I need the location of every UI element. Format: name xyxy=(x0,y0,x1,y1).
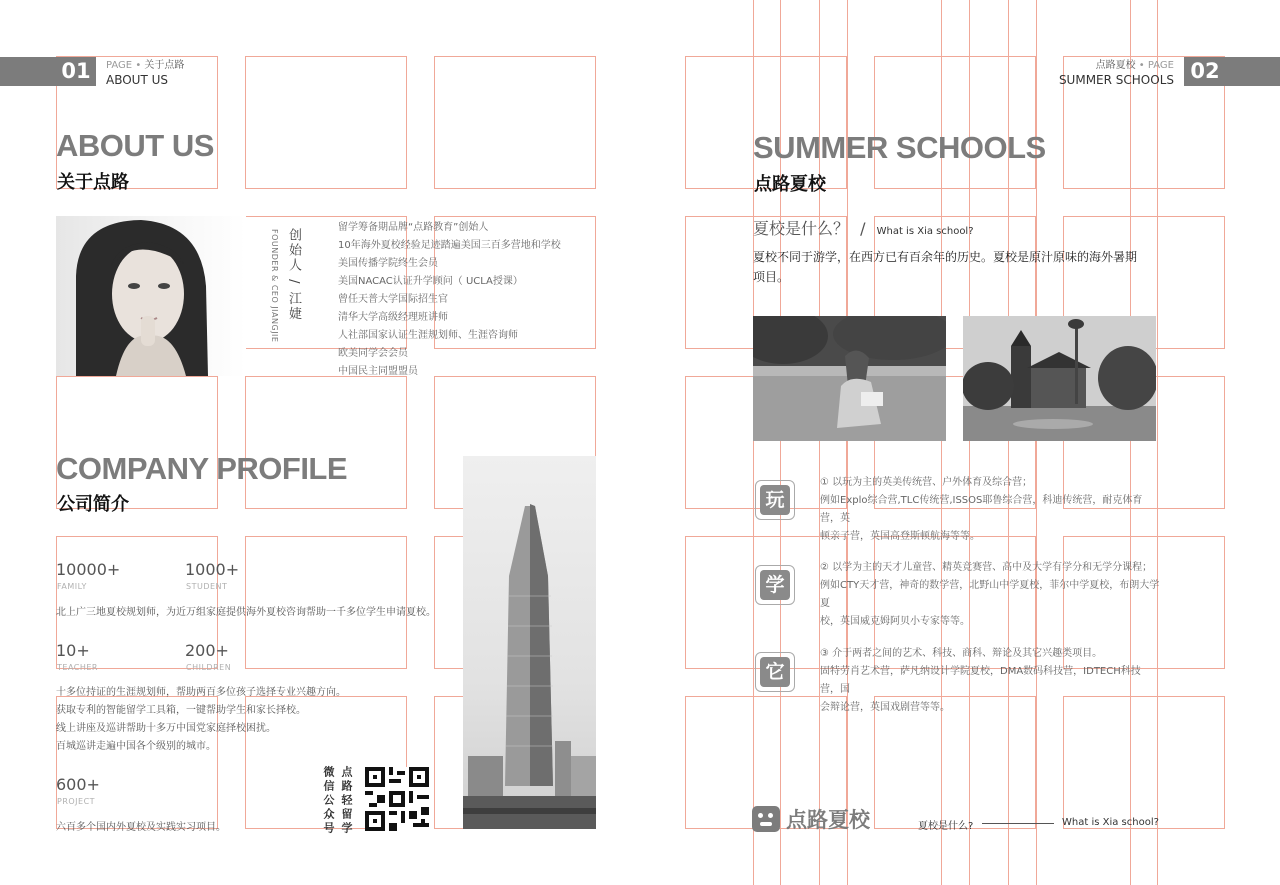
badge-char: 学 xyxy=(760,570,790,600)
activity-other xyxy=(820,645,1160,717)
bio-line: 美国NACAC认证升学顾问（ UCLA授课） xyxy=(338,276,523,287)
stat-project-label: PROJECT xyxy=(57,797,96,806)
stat-desc-2 xyxy=(56,684,346,756)
intro-line: 项目。 xyxy=(753,270,790,284)
badge-other xyxy=(753,650,797,694)
badge-char: 它 xyxy=(760,657,790,687)
skyscraper-photo xyxy=(463,456,596,829)
stat-student-number: 1000+ xyxy=(185,560,240,579)
question-en: What is Xia school? xyxy=(876,226,974,237)
page-header-label xyxy=(106,56,184,71)
founder-photo xyxy=(56,216,246,376)
bio-line: 留学筹备期品牌“点路教育”创始人 xyxy=(338,222,489,233)
dot-separator: • xyxy=(135,60,142,71)
header-section-cn: 点路夏校 xyxy=(1095,60,1136,71)
stat-children-label: CHILDREN xyxy=(186,663,232,672)
activity-line: ① 以玩为主的英美传统营、户外体育及综合营； xyxy=(820,477,1033,488)
activity-line: 会辩论营，英国戏剧营等等。 xyxy=(820,702,950,713)
summer-subtitle: 点路夏校 xyxy=(754,174,826,195)
desc-line: 百城巡讲走遍中国各个级别的城市。 xyxy=(56,741,216,752)
stat-family-label: FAMILY xyxy=(57,582,87,591)
page-number: 01 xyxy=(61,59,91,83)
about-title: ABOUT US xyxy=(56,128,214,163)
guide-line xyxy=(1130,0,1131,885)
dot-separator: • xyxy=(1138,60,1145,71)
founder-title-en: FOUNDER & CEO JIANGJIE xyxy=(270,229,279,343)
activity-line: 例如CTY天才营，神奇的数学营，北野山中学夏校，菲尔中学夏校，布朗大学夏 xyxy=(820,580,1160,609)
activity-line: 固特劳肖艺术营，萨凡纳设计学院夏校，DMA数码科技营，IDTECH科技营，国 xyxy=(820,666,1141,695)
grid-cell xyxy=(874,56,1036,189)
stat-teacher-number: 10+ xyxy=(56,641,90,660)
grid-cell xyxy=(245,376,407,509)
bio-line: 人社部国家认证生涯规划师、生涯咨询师 xyxy=(338,330,518,341)
desc-line: 十多位持证的生涯规划师，帮助两百多位孩子选择专业兴趣方向。 xyxy=(56,687,346,698)
badge-study xyxy=(753,563,797,607)
stat-desc-3: 六百多个国内外夏校及实践实习项目。 xyxy=(56,822,226,833)
intro-line: 夏校不同于游学，在西方已有百余年的历史。夏校是原汁原味的海外暑期 xyxy=(753,250,1138,264)
qr-label-brand: 点路轻留学 xyxy=(340,766,353,836)
activity-play xyxy=(820,474,1160,546)
qr-label-wechat: 微信公众号 xyxy=(322,766,335,836)
company-title: COMPANY PROFILE xyxy=(56,451,348,486)
campus-photo xyxy=(963,316,1156,441)
founder-bio xyxy=(338,219,561,381)
qr-code[interactable] xyxy=(365,767,429,831)
footer-question-cn: 夏校是什么? xyxy=(918,821,974,832)
company-subtitle: 公司简介 xyxy=(57,494,129,515)
stat-children-number: 200+ xyxy=(185,641,229,660)
page-header-main: ABOUT US xyxy=(106,73,169,87)
stat-project-number: 600+ xyxy=(56,775,100,794)
activity-study xyxy=(820,559,1160,631)
footer-question-en: What is Xia school? xyxy=(1062,817,1159,828)
about-subtitle: 关于点路 xyxy=(57,172,129,193)
grid-cell xyxy=(434,56,596,189)
activity-line: ② 以学为主的天才儿童营、精英竞赛营、高中及大学有学分和无学分课程； xyxy=(820,562,1153,573)
activity-line: 顿亲子营，英国高登斯顿航海等等。 xyxy=(820,531,980,542)
activity-line: 例如Explo综合营,TLC传统营,ISSOS耶鲁综合营，科迪传统营，耐克体育营，英 xyxy=(820,495,1143,524)
campus-illustration xyxy=(963,316,1156,441)
brand-logo-icon xyxy=(752,806,780,832)
guide-line xyxy=(1157,0,1158,885)
page-header-main: SUMMER SCHOOLS xyxy=(1058,73,1174,87)
header-page-word: PAGE xyxy=(106,60,133,71)
stat-teacher-label: TEACHER xyxy=(57,663,98,672)
header-section-cn: 关于点路 xyxy=(144,60,185,71)
desc-line: 线上讲座及巡讲帮助十多万中国党家庭择校困扰。 xyxy=(56,723,276,734)
grid-cell xyxy=(245,56,407,189)
desc-line: 获取专利的智能留学工具箱，一键帮助学生和家长择校。 xyxy=(56,705,306,716)
park-illustration xyxy=(753,316,946,441)
bio-line: 中国民主同盟盟员 xyxy=(338,366,418,377)
question-cn: 夏校是什么？ xyxy=(753,219,850,238)
bio-line: 美国传播学院终生会员 xyxy=(338,258,438,269)
portrait-illustration xyxy=(56,216,246,376)
footer-divider xyxy=(982,823,1054,824)
skyscraper-illustration xyxy=(463,456,596,829)
founder-title-cn: 创始人 / 江婕 xyxy=(286,228,301,322)
girl-reading-photo xyxy=(753,316,946,441)
intro-text xyxy=(753,247,1137,287)
summer-title: SUMMER SCHOOLS xyxy=(753,130,1046,165)
badge-play xyxy=(753,478,797,522)
page-header-label xyxy=(1080,56,1174,71)
footer-brand: 点路夏校 xyxy=(786,808,870,832)
what-is-heading xyxy=(753,216,974,239)
stat-family-number: 10000+ xyxy=(56,560,121,579)
stat-desc-1: 北上广三地夏校规划师，为近万组家庭提供海外夏校咨询帮助一千多位学生申请夏校。 xyxy=(56,607,436,618)
badge-char: 玩 xyxy=(760,485,790,515)
bio-line: 曾任天普大学国际招生官 xyxy=(338,294,448,305)
bio-line: 清华大学高级经理班讲师 xyxy=(338,312,448,323)
stat-student-label: STUDENT xyxy=(186,582,228,591)
slash-separator: / xyxy=(860,219,866,238)
bio-line: 欧美同学会会员 xyxy=(338,348,408,359)
activity-line: 校，英国威克姆阿贝小专家等等。 xyxy=(820,616,970,627)
page-number: 02 xyxy=(1190,59,1220,83)
activity-line: ③ 介于两者之间的艺术、科技、商科、辩论及其它兴趣类项目。 xyxy=(820,648,1103,659)
header-page-word: PAGE xyxy=(1147,60,1174,71)
bio-line: 10年海外夏校经验足迹踏遍美国三百多营地和学校 xyxy=(338,240,561,251)
